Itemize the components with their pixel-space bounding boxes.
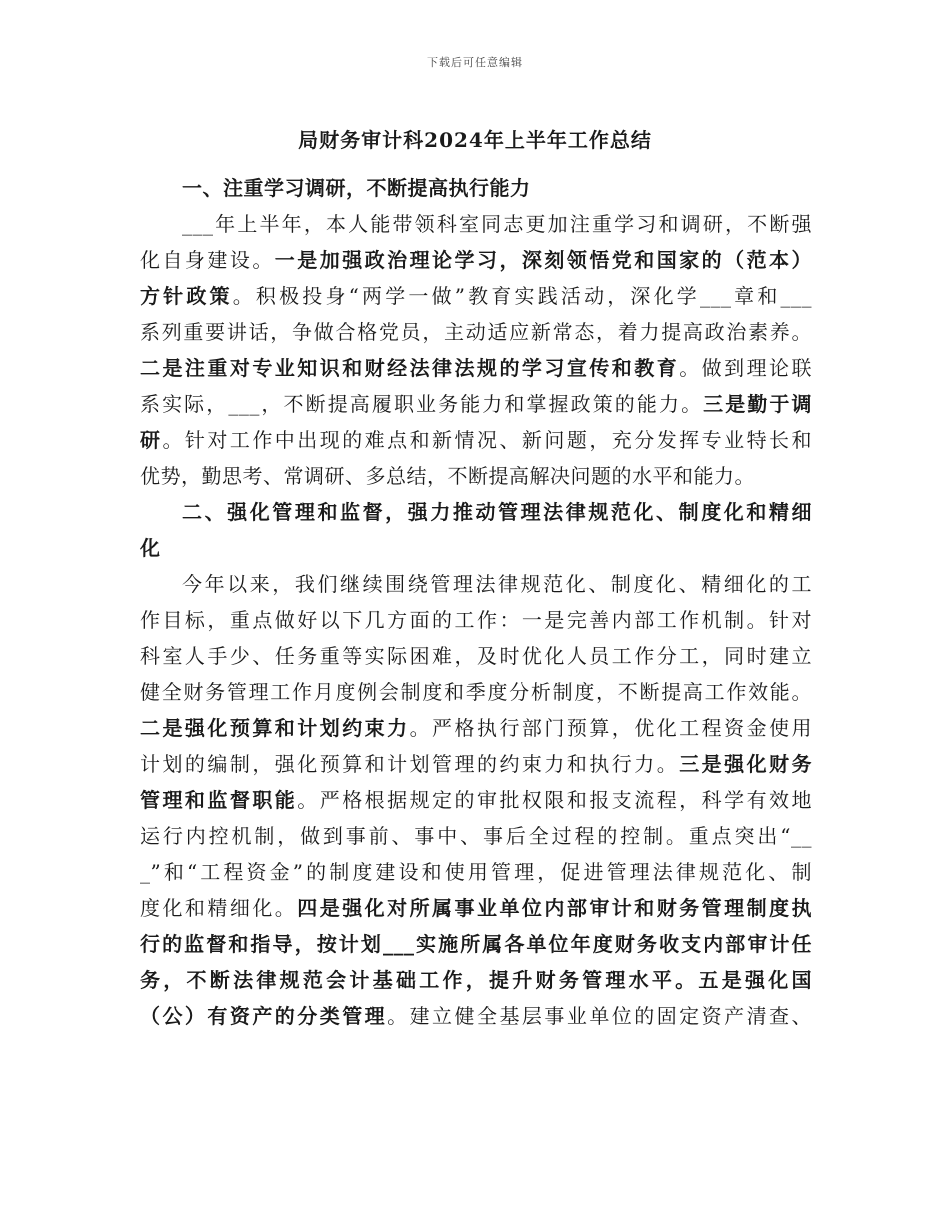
bold-text-run: 方针政策 [140,284,233,308]
bold-text-run: 研 [140,428,163,452]
bold-text-run: 二是注重对专业知识和财经法律法规的学习宣传和教育 [140,356,680,380]
bold-text-run: 一是加强政治理论学习，深刻领悟党和国家的（范本） [274,248,813,272]
paragraph-line [140,566,812,602]
paragraph-line [140,350,812,386]
paragraph-line [140,890,812,926]
bold-text-run: 一、注重学习调研，不断提高执行能力 [182,176,531,200]
section-heading-line [140,170,812,206]
paragraph-line [140,278,812,314]
paragraph-line [140,818,812,854]
text-run: 。严格执行部门预算，优化工程资金使用 [409,716,813,740]
paragraph-line [140,206,812,242]
paragraph-line [140,602,812,638]
paragraph-line [140,386,812,422]
paragraph-line [140,962,812,998]
paragraph-line [140,746,812,782]
text-run: 健全财务管理工作月度例会制度和季度分析制度，不断提高工作效能。 [140,680,812,704]
text-run: 化自身建设。 [140,248,275,272]
bold-text-run: 务，不断法律规范会计基础工作，提升财务管理水平。五是强化国 [140,968,812,992]
bold-text-run: 行的监督和指导，按计划___实施所属各单位年度财务收支内部审计任 [140,932,812,956]
paragraph-line [140,854,812,890]
text-run: 度化和精细化。 [140,896,298,920]
paragraph-line [140,638,812,674]
header-note: 下载后可任意编辑 [427,56,523,69]
text-run: 。严格根据规定的审批权限和报支流程，科学有效地 [297,788,813,812]
paragraph-line [140,998,812,1034]
paragraph-line [140,710,812,746]
text-run: 作目标，重点做好以下几方面的工作：一是完善内部工作机制。针对 [140,608,812,632]
paragraph-line [140,458,812,494]
text-run: 。做到理论联 [679,356,813,380]
bold-text-run: 化 [140,536,161,560]
bold-text-run: 三是强化财务 [679,752,813,776]
paragraph-line [140,782,812,818]
bold-text-run: （公）有资产的分类管理 [140,1004,388,1028]
bold-text-run: 管理和监督职能 [140,788,298,812]
bold-text-run: 二、强化管理和监督，强力推动管理法律规范化、制度化和精细 [182,500,812,524]
text-run: 系实际，___，不断提高履职业务能力和掌握政策的能力。 [140,392,704,416]
document-body [140,170,812,1034]
text-run: _”和“工程资金”的制度建设和使用管理，促进管理法律规范化、制 [140,860,812,884]
text-run: ___年上半年，本人能带领科室同志更加注重学习和调研，不断强 [182,212,812,236]
document-title: 局财务审计科2024年上半年工作总结 [298,128,652,152]
text-run: 今年以来，我们继续围绕管理法律规范化、制度化、精细化的工 [182,572,812,596]
paragraph-line [140,422,812,458]
text-run: 。针对工作中出现的难点和新情况、新问题，充分发挥专业特长和 [162,428,813,452]
text-run: 。积极投身“两学一做”教育实践活动，深化学___章和___ [232,284,813,308]
text-run: 计划的编制，强化预算和计划管理的约束力和执行力。 [140,752,680,776]
paragraph-line [140,242,812,278]
text-run: 运行内控机制，做到事前、事中、事后全过程的控制。重点突出“__ [140,824,812,848]
bold-text-run: 二是强化预算和计划约束力 [140,716,410,740]
text-run: 优势，勤思考、常调研、多总结，不断提高解决问题的水平和能力。 [140,464,755,488]
text-run: 系列重要讲话，争做合格党员，主动适应新常态，着力提高政治素养。 [140,320,812,344]
text-run: 。建立健全基层事业单位的固定资产清查、 [387,1004,813,1028]
paragraph-line [140,674,812,710]
bold-text-run: 三是勤于调 [703,392,813,416]
paragraph-line [140,314,812,350]
bold-text-run: 四是强化对所属事业单位内部审计和财务管理制度执 [297,896,813,920]
section-heading-line [140,530,812,566]
text-run: 科室人手少、任务重等实际困难，及时优化人员工作分工，同时建立 [140,644,812,668]
paragraph-line [140,926,812,962]
section-heading-line [140,494,812,530]
